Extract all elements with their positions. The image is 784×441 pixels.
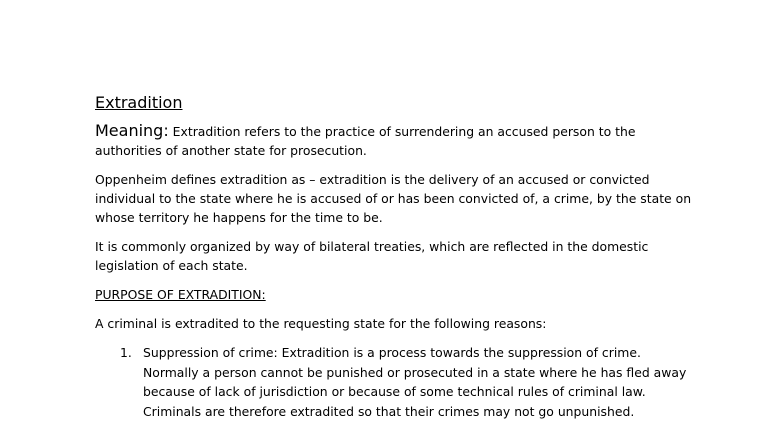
meaning-text: Extradition refers to the practice of surrendering an accused person to the authorities of another state for prosecution. bbox=[95, 124, 636, 158]
purpose-heading: PURPOSE OF EXTRADITION: bbox=[95, 287, 266, 302]
treaties-paragraph: It is commonly organized by way of bilateral treaties, which are reflected in the domestic legislation of each state. bbox=[95, 239, 649, 273]
purpose-intro: A criminal is extradited to the requesting state for the following reasons: bbox=[95, 316, 547, 331]
list-item-number: 1. bbox=[120, 345, 132, 360]
meaning-paragraph bbox=[95, 121, 695, 160]
reasons-list bbox=[95, 343, 695, 421]
document-title: Extradition bbox=[95, 93, 183, 112]
list-item bbox=[95, 343, 695, 421]
meaning-label: Meaning: bbox=[95, 121, 169, 140]
oppenheim-paragraph: Oppenheim defines extradition as – extradition is the delivery of an accused or convicted individual to the state where he is accused of or has been convicted of, a crime, by the state on whose territory he happens for the time to be. bbox=[95, 172, 692, 225]
list-item-text: Suppression of crime: Extradition is a process towards the suppression of crime. Normally a person cannot be punished or prosecuted in a state where he has fled away because of lack of jurisdiction or because of some technical rules of criminal law. Criminals are therefore extradited so that their crimes may not go unpunished. bbox=[143, 345, 687, 419]
document-body bbox=[95, 93, 695, 421]
